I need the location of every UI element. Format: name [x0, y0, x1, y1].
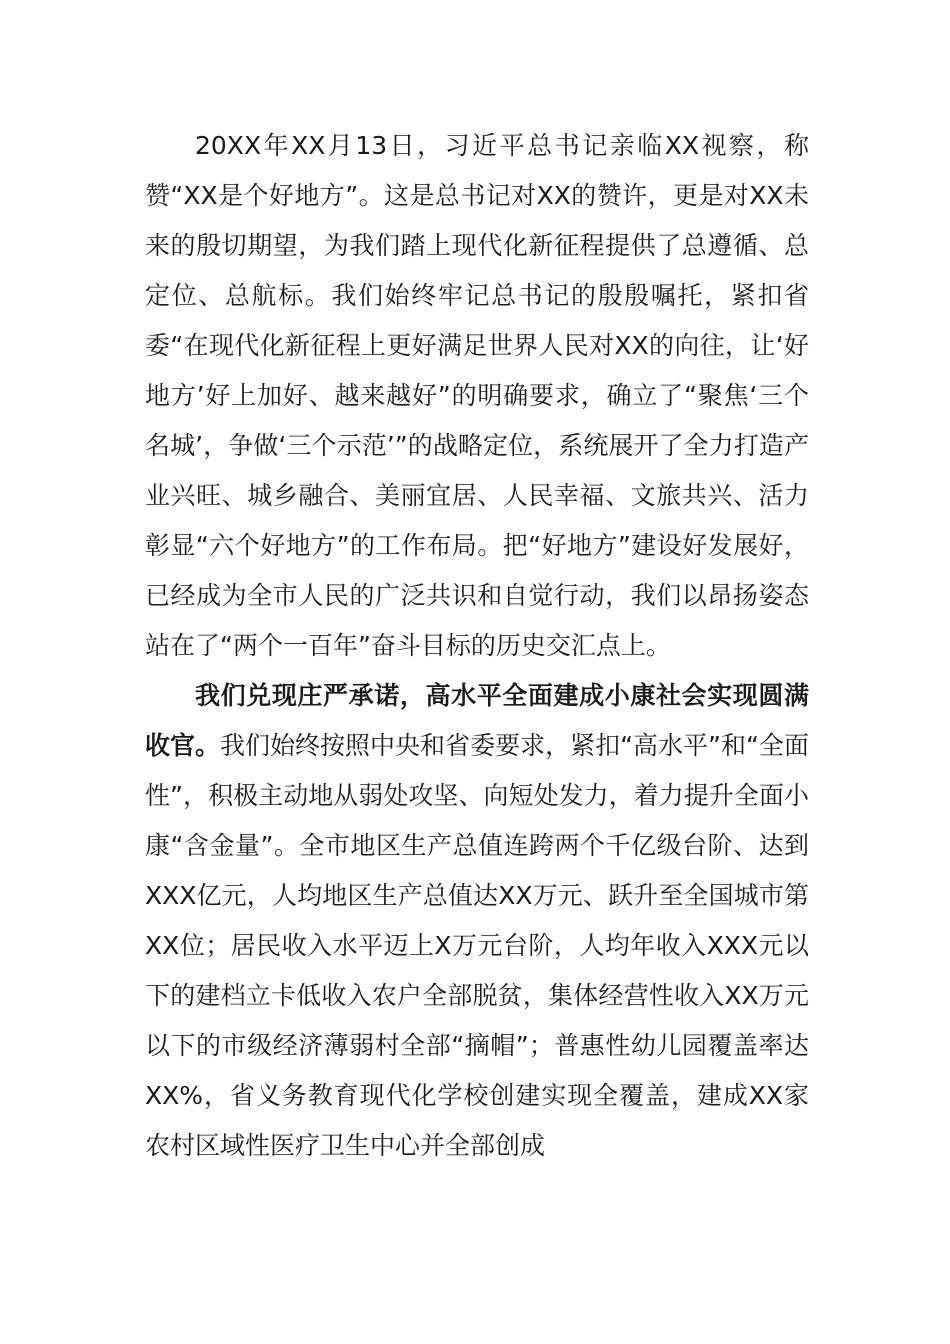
document-body [145, 121, 809, 1171]
paragraph-achievement-text: 我们始终按照中央和省委要求，紧扣“高水平”和“全面性”，积极主动地从弱处攻坚、向短处发力，着力提升全面小康“含金量”。全市地区生产总值连跨两个千亿级台阶、达到XXX亿元，人均地区生产总值达XX万元、跃升至全国城市第XX位；居民收入水平迈上X万元台阶，人均年收入XXX元以下的建档立卡低收入农户全部脱贫，集体经营性收入XX万元以下的市级经济薄弱村全部“摘帽”；普惠性幼儿园覆盖率达XX%，省义务教育现代化学校创建实现全覆盖，建成XX家农村区域性医疗卫生中心并全部创成 [145, 731, 809, 1160]
paragraph-achievement [145, 671, 809, 1171]
paragraph-intro [145, 121, 809, 671]
paragraph-intro-text: 20XX年XX月13日，习近平总书记亲临XX视察，称赞“XX是个好地方”。这是总书记对XX的赞许，更是对XX未来的殷切期望，为我们踏上现代化新征程提供了总遵循、总定位、总航标。我们始终牢记总书记的殷殷嘱托，紧扣省委“在现代化新征程上更好满足世界人民对XX的向往，让‘好地方’好上加好、越来越好”的明确要求，确立了“聚焦‘三个名城’，争做‘三个示范’”的战略定位，系统展开了全力打造产业兴旺、城乡融合、美丽宜居、人民幸福、文旅共兴、活力彰显“六个好地方”的工作布局。把“好地方”建设好发展好，已经成为全市人民的广泛共识和自觉行动，我们以昂扬姿态站在了“两个一百年”奋斗目标的历史交汇点上。 [145, 131, 809, 660]
paragraph-heading: 我们兑现庄严承诺，高水平全面建成小康社会实现圆满收官。 [145, 681, 809, 760]
